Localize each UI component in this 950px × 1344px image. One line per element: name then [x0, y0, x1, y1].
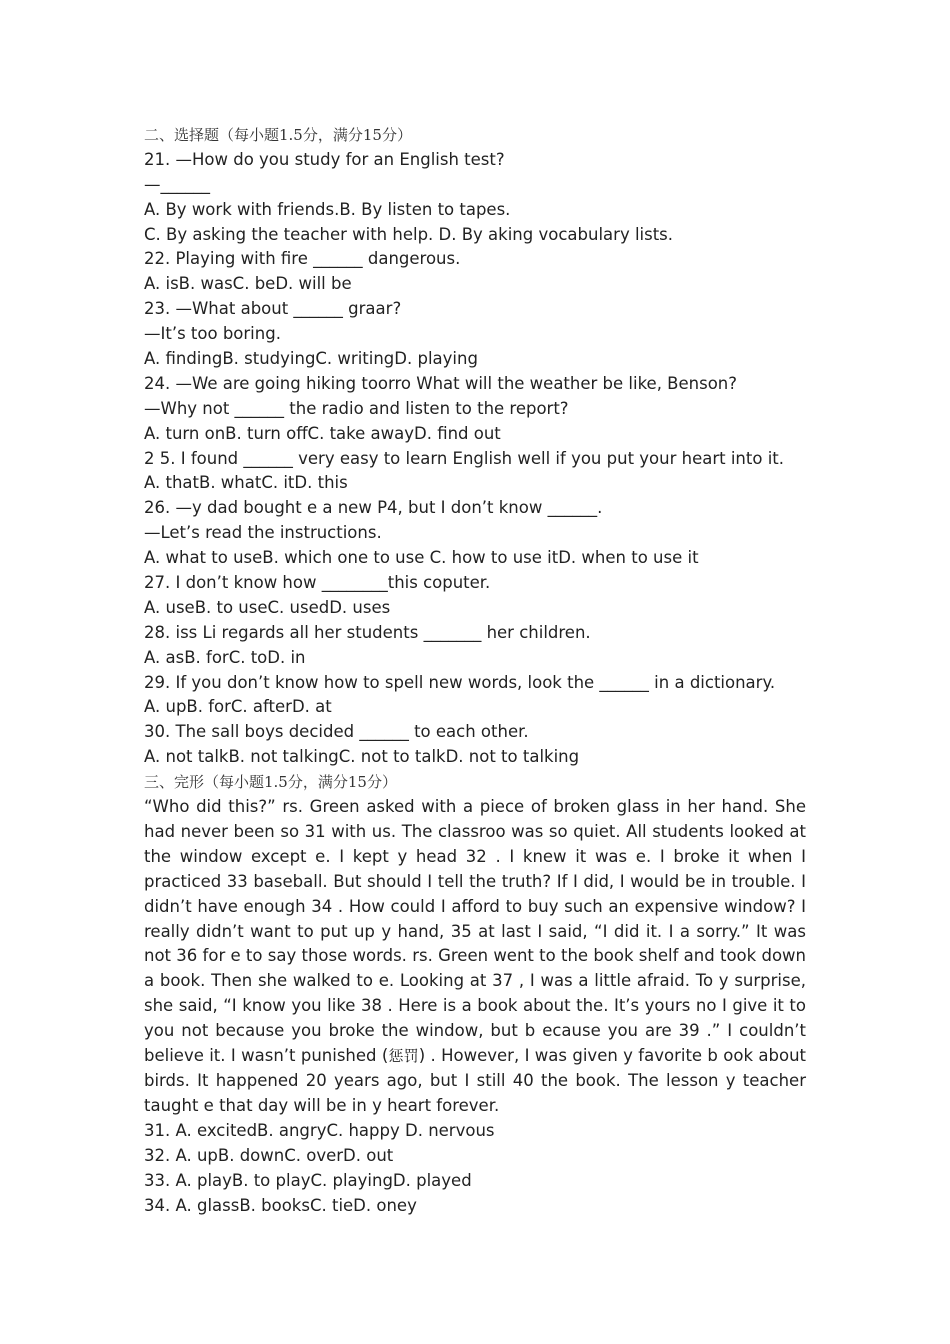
q24-options: A. turn onB. turn offC. take awayD. find out [144, 423, 501, 443]
q28-stem: 28. iss Li regards all her students _______ her children. [144, 622, 591, 642]
q30-options: A. not talkB. not talkingC. not to talkD. not to talking [144, 747, 580, 767]
q21-blank: —______ [144, 174, 210, 194]
q21-options-cd: C. By asking the teacher with help. D. By aking vocabulary lists. [144, 224, 674, 244]
q25-stem: 2 5. I found ______ very easy to learn English well if you put your heart into it. [144, 448, 784, 468]
q21-stem: 21. —How do you study for an English test? [144, 149, 505, 169]
q33-options: 33. A. playB. to playC. playingD. played [144, 1170, 472, 1190]
q31-options: 31. A. excitedB. angryC. happy D. nervous [144, 1120, 495, 1140]
q22-stem: 22. Playing with fire ______ dangerous. [144, 249, 461, 269]
q34-options: 34. A. glassB. booksC. tieD. oney [144, 1195, 417, 1215]
q24-reply: —Why not ______ the radio and listen to the report? [144, 398, 569, 418]
q25-options: A. thatB. whatC. itD. this [144, 473, 348, 493]
q21-options-ab: A. By work with friends.B. By listen to tapes. [144, 199, 511, 219]
cloze-passage-part2: ) . However, I was given y favorite b ook about birds. It happened 20 years ago, but I still 40 the book. The lesson y teacher taught e that day will be in y heart forever. [144, 1046, 806, 1115]
cloze-passage [144, 795, 806, 1119]
q22-options: A. isB. wasC. beD. will be [144, 274, 352, 294]
q27-stem: 27. I don’t know how ________this coputer. [144, 573, 491, 593]
q23-reply: —It’s too boring. [144, 324, 281, 344]
q30-stem: 30. The sall boys decided ______ to each other. [144, 722, 529, 742]
q23-options: A. findingB. studyingC. writingD. playing [144, 349, 478, 369]
q29-options: A. upB. forC. afterD. at [144, 697, 332, 717]
q23-stem: 23. —What about ______ graar? [144, 299, 402, 319]
q28-options: A. asB. forC. toD. in [144, 647, 306, 667]
q26-options: A. what to useB. which one to use C. how to use itD. when to use it [144, 548, 699, 568]
document-page [144, 123, 806, 1218]
section-2-heading: 二、选择题（每小题1.5分，满分15分） [144, 126, 412, 144]
q26-stem: 26. —y dad bought e a new P4, but I don’t know ______. [144, 498, 603, 518]
section-3-heading: 三、完形（每小题1.5分，满分15分） [144, 773, 397, 792]
q32-options: 32. A. upB. downC. overD. out [144, 1145, 394, 1165]
cloze-passage-chinese-gloss: 惩罚 [388, 1047, 419, 1066]
cloze-passage-part1: “Who did this?” rs. Green asked with a piece of broken glass in her hand. She had never been so 31 with us. The classroo was so quiet. All students looked at the window except e. I kept y head 32 . I knew it was e. I broke it when I practiced 33 baseball. But should I tell the truth? If I did, I would be in trouble. I didn’t have enough 34 . How could I afford to buy such an expensive window? I really didn’t want to put up y hand, 35 at last I said, “I did it. I a sorry.” It was not 36 for e to say those words. rs. Green went to the book shelf and took down a book. Then she walked to e. Looking at 37 , I was a little afraid. To y surprise, she said, “I know you like 38 . Here is a book about the. It’s yours no I give it to you not because you broke the window, but b ecause you are 39 .” I couldn’t believe it. I wasn’t punished ( [144, 797, 806, 1066]
q24-stem: 24. —We are going hiking toorro What will the weather be like, Benson? [144, 373, 738, 393]
q29-stem: 29. If you don’t know how to spell new words, look the ______ in a dictionary. [144, 672, 776, 692]
q27-options: A. useB. to useC. usedD. uses [144, 597, 391, 617]
q26-reply: —Let’s read the instructions. [144, 523, 382, 543]
